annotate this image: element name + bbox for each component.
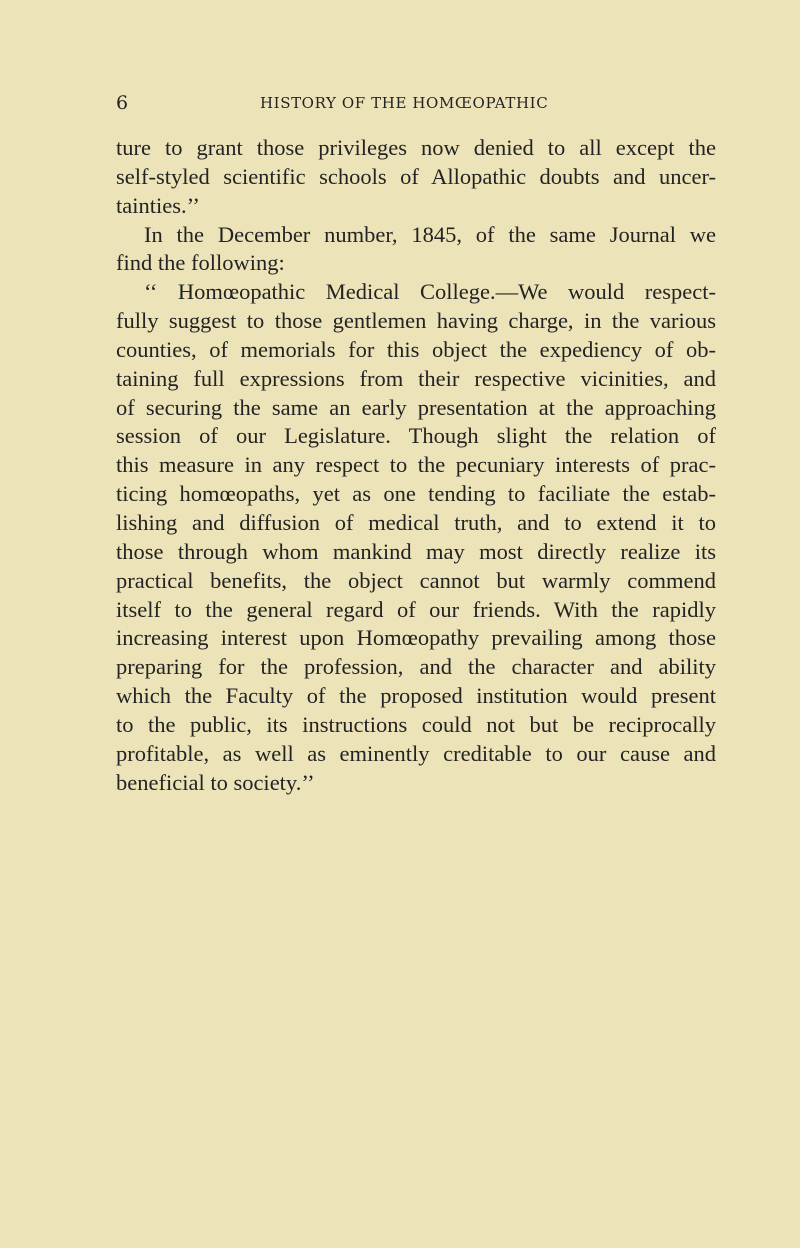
text-line: ticing homœopaths, yet as one tending to faciliate the estab- bbox=[116, 481, 716, 507]
text-line: fully suggest to those gentlemen having charge, in the various bbox=[116, 308, 716, 334]
text-line: preparing for the profession, and the character and ability bbox=[116, 654, 716, 680]
text-line: In the December number, 1845, of the same Journal we bbox=[144, 221, 716, 247]
text-line: of securing the same an early presentation at the approaching bbox=[116, 394, 716, 420]
text-line: beneficial to society.’’ bbox=[116, 769, 315, 795]
page-number: 6 bbox=[116, 92, 129, 114]
text-line: this measure in any respect to the pecuniary interests of prac- bbox=[116, 452, 716, 478]
text-line: ture to grant those privileges now denied to all except the bbox=[116, 135, 716, 160]
text-line: taining full expressions from their respective vicinities, and bbox=[116, 365, 716, 391]
text-line: ‘‘ Homœopathic Medical College.—We would respect- bbox=[144, 279, 716, 305]
text-line: practical benefits, the object cannot but warmly commend bbox=[116, 567, 716, 593]
text-line: itself to the general regard of our friends. With the rapidly bbox=[116, 596, 716, 622]
text-line: find the following: bbox=[116, 250, 285, 276]
body-text bbox=[116, 134, 716, 797]
text-line: session of our Legislature. Though slight the relation of bbox=[116, 423, 716, 449]
text-line: self-styled scientific schools of Allopathic doubts and uncer- bbox=[116, 163, 716, 189]
text-line: lishing and diffusion of medical truth, and to extend it to bbox=[116, 509, 716, 535]
text-line: profitable, as well as eminently creditable to our cause and bbox=[116, 740, 716, 766]
text-line: tainties.’’ bbox=[116, 192, 200, 218]
text-line: counties, of memorials for this object the expediency of ob- bbox=[116, 336, 716, 362]
running-head-title: HISTORY OF THE HOMŒOPATHIC bbox=[260, 94, 549, 112]
text-line: those through whom mankind may most directly realize its bbox=[116, 538, 716, 564]
running-head bbox=[116, 92, 716, 118]
text-line: to the public, its instructions could not but be reciprocally bbox=[116, 711, 716, 737]
text-line: increasing interest upon Homœopathy prevailing among those bbox=[116, 625, 716, 651]
text-line: which the Faculty of the proposed institution would present bbox=[116, 683, 716, 709]
